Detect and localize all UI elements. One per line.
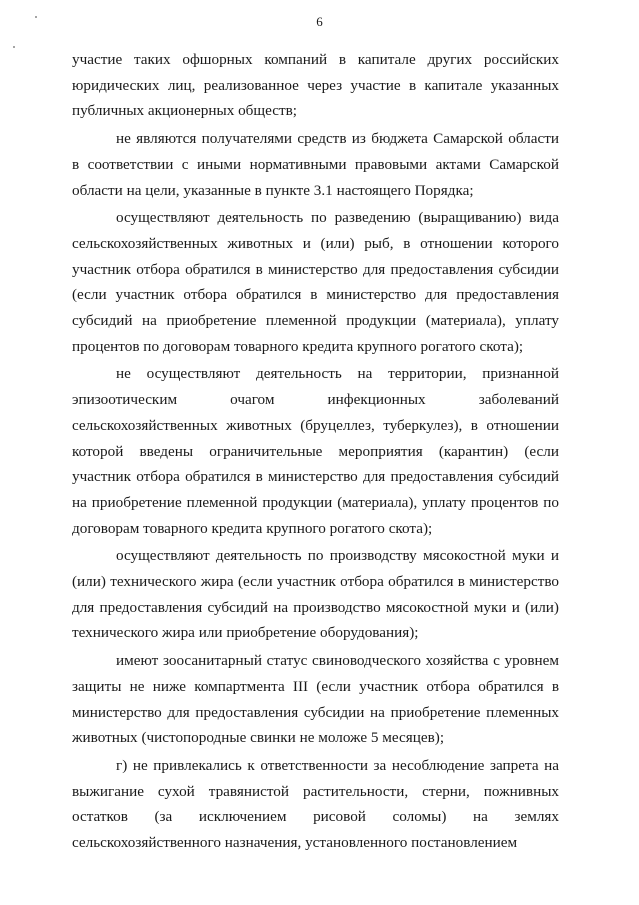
paragraph-epizootic-territory: не осуществляют деятельность на территории, признанной эпизоотическим очагом инфекционных заболеваний сельскохозяйственных животных (бруцеллез, туберкулез), в отношении которой введены ограничительные мероприятия (карантин) (если участник отбора обратился в министерство для предоставления субсидий на приобретение племенной продукции (материала), уплату процентов по договорам товарного кредита крупного рогатого скота); (72, 365, 559, 537)
scan-speck (13, 46, 15, 48)
document-body (72, 47, 559, 856)
page-number: 6 (316, 14, 323, 29)
paragraph-breeding-activity: осуществляют деятельность по разведению (выращиванию) вида сельскохозяйственных животных и (или) рыб, в отношении которого участник отбора обратился в министерство для предоставления субсидии (если участник отбора обратился в министерство для предоставления субсидий на приобретение племенной продукции (материала), уплату процентов по договорам товарного кредита крупного рогатого скота); (72, 209, 559, 355)
paragraph-budget-recipients: не являются получателями средств из бюджета Самарской области в соответствии с иными нормативными правовыми актами Самарской области на цели, указанные в пункте 3.1 настоящего Порядка; (72, 130, 559, 199)
paragraph-zoosanitary-status: имеют зоосанитарный статус свиноводческого хозяйства с уровнем защиты не ниже компартмента III (если участник отбора обратился в министерство для предоставления субсидии на приобретение племенных животных (чистопородные свинки не моложе 5 месяцев); (72, 652, 559, 747)
paragraph-continuation: участие таких офшорных компаний в капитале других российских юридических лиц, реализованное через участие в капитале указанных публичных акционерных обществ; (72, 51, 559, 120)
paragraph-burning-ban: г) не привлекались к ответственности за несоблюдение запрета на выжигание сухой травянистой растительности, стерни, пожнивных остатков (за исключением рисовой соломы) на землях сельскохозяйственного назначения, установленного постановлением (72, 756, 559, 852)
paragraph-meat-bone-meal: осуществляют деятельность по производству мясокостной муки и (или) технического жира (если участник отбора обратился в министерство для предоставления субсидий на производство мясокостной муки и (или) технического жира или приобретение оборудования); (72, 547, 559, 642)
scan-speck (35, 16, 37, 18)
